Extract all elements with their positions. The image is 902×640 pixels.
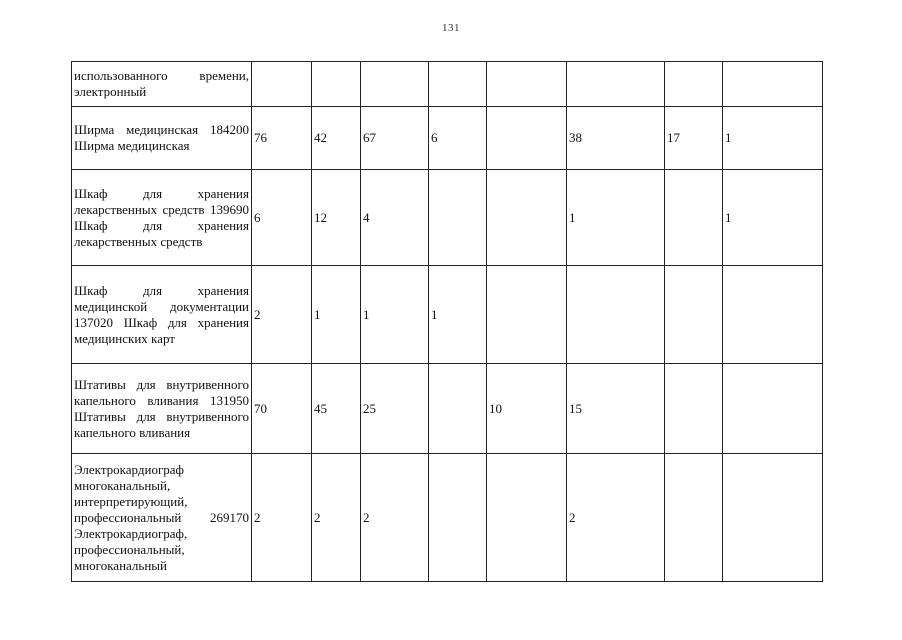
quantity-cell: 38 — [567, 107, 665, 170]
quantity-cell — [429, 62, 487, 107]
quantity-cell: 1 — [723, 107, 823, 170]
item-name-cell — [72, 364, 252, 454]
table-row — [72, 62, 823, 107]
quantity-cell: 1 — [567, 170, 665, 266]
table-body — [72, 62, 823, 582]
quantity-cell: 2 — [361, 454, 429, 582]
quantity-cell: 67 — [361, 107, 429, 170]
item-name: использованного времени, электронный — [74, 68, 249, 99]
quantity-cell — [665, 266, 723, 364]
item-name-cell — [72, 266, 252, 364]
quantity-cell: 45 — [312, 364, 361, 454]
quantity-cell: 1 — [429, 266, 487, 364]
quantity-cell: 6 — [252, 170, 312, 266]
quantity-cell: 1 — [361, 266, 429, 364]
table-row — [72, 364, 823, 454]
quantity-cell: 42 — [312, 107, 361, 170]
item-name-cell — [72, 62, 252, 107]
item-name: Шкаф для хранения лекарственных средств 139690 Шкаф для хранения лекарственных средств — [74, 185, 249, 249]
quantity-cell — [487, 266, 567, 364]
item-name-cell — [72, 107, 252, 170]
quantity-cell — [252, 62, 312, 107]
quantity-cell — [429, 170, 487, 266]
quantity-cell — [361, 62, 429, 107]
quantity-cell — [487, 454, 567, 582]
quantity-cell — [312, 62, 361, 107]
table-row — [72, 170, 823, 266]
quantity-cell: 12 — [312, 170, 361, 266]
equipment-table — [71, 61, 823, 582]
quantity-cell — [723, 62, 823, 107]
quantity-cell — [429, 454, 487, 582]
quantity-cell — [487, 62, 567, 107]
quantity-cell: 15 — [567, 364, 665, 454]
quantity-cell — [723, 364, 823, 454]
item-name: Штативы для внутривенного капельного вливания 131950 Штативы для внутривенного капельного вливания — [74, 376, 249, 440]
table-row — [72, 266, 823, 364]
quantity-cell: 17 — [665, 107, 723, 170]
quantity-cell: 6 — [429, 107, 487, 170]
quantity-cell — [429, 364, 487, 454]
quantity-cell — [487, 107, 567, 170]
quantity-cell — [665, 364, 723, 454]
item-name: Электрокардиограф многоканальный, интерпретирующий, профессиональный 269170 Электрокардиограф, профессиональный, многоканальный — [74, 461, 249, 573]
quantity-cell: 2 — [252, 454, 312, 582]
quantity-cell: 2 — [312, 454, 361, 582]
quantity-cell: 10 — [487, 364, 567, 454]
quantity-cell — [665, 170, 723, 266]
quantity-cell: 4 — [361, 170, 429, 266]
table-row — [72, 454, 823, 582]
quantity-cell — [567, 62, 665, 107]
quantity-cell: 1 — [723, 170, 823, 266]
quantity-cell — [487, 170, 567, 266]
quantity-cell: 1 — [312, 266, 361, 364]
item-name: Ширма медицинская 184200 Ширма медицинская — [74, 122, 249, 153]
quantity-cell: 76 — [252, 107, 312, 170]
quantity-cell: 25 — [361, 364, 429, 454]
item-name-cell — [72, 170, 252, 266]
item-name-cell — [72, 454, 252, 582]
quantity-cell: 2 — [567, 454, 665, 582]
quantity-cell — [665, 454, 723, 582]
page-number: 131 — [442, 22, 460, 34]
quantity-cell — [723, 266, 823, 364]
quantity-cell: 70 — [252, 364, 312, 454]
table-row — [72, 107, 823, 170]
quantity-cell — [567, 266, 665, 364]
quantity-cell — [723, 454, 823, 582]
quantity-cell — [665, 62, 723, 107]
item-name: Шкаф для хранения медицинской документации 137020 Шкаф для хранения медицинских карт — [74, 282, 249, 346]
quantity-cell: 2 — [252, 266, 312, 364]
